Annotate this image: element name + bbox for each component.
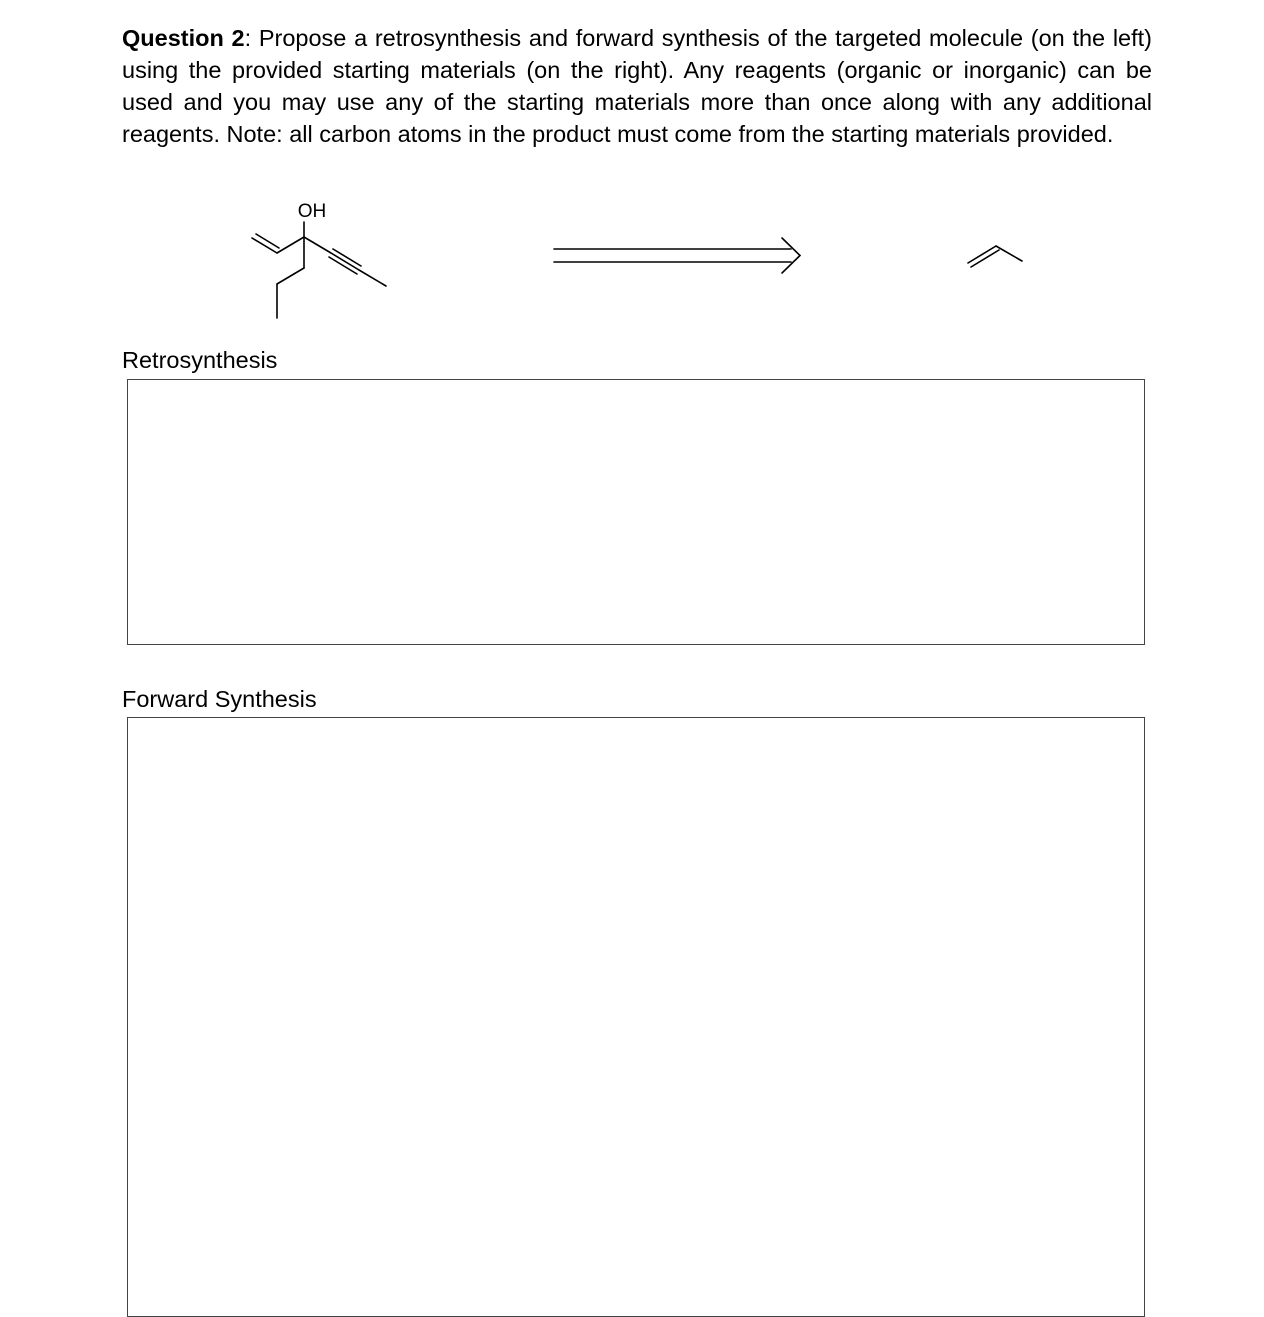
retrosynthesis-answer-box[interactable]	[127, 379, 1145, 645]
retrosynthetic-arrow	[554, 238, 800, 273]
question-text: : Propose a retrosynthesis and forward synthesis of the targeted molecule (on the left) using the provided starting materials (on the right). Any reagents (organic or inorganic) can be used and you may use any of the starting materials more than once along with any additional reagents. Note: all carbon atoms in the product must come from the starting materials provided.	[122, 25, 1152, 147]
starting-material-propene	[968, 246, 1022, 267]
target-molecule	[252, 222, 386, 318]
ethyl-bond-2	[277, 268, 304, 284]
forward-synthesis-answer-box[interactable]	[127, 717, 1145, 1317]
vinyl-double-bond-b	[256, 234, 279, 248]
propargyl-bond	[304, 237, 331, 253]
hydroxyl-label: OH	[297, 201, 327, 222]
methyl-bond	[359, 270, 386, 286]
vinyl-double-bond-a	[252, 238, 277, 253]
retrosynthesis-label: Retrosynthesis	[122, 347, 278, 373]
reaction-scheme	[0, 0, 1264, 340]
vinyl-single-bond	[277, 237, 304, 253]
question-number: Question 2	[122, 25, 245, 51]
forward-synthesis-label: Forward Synthesis	[122, 686, 317, 712]
